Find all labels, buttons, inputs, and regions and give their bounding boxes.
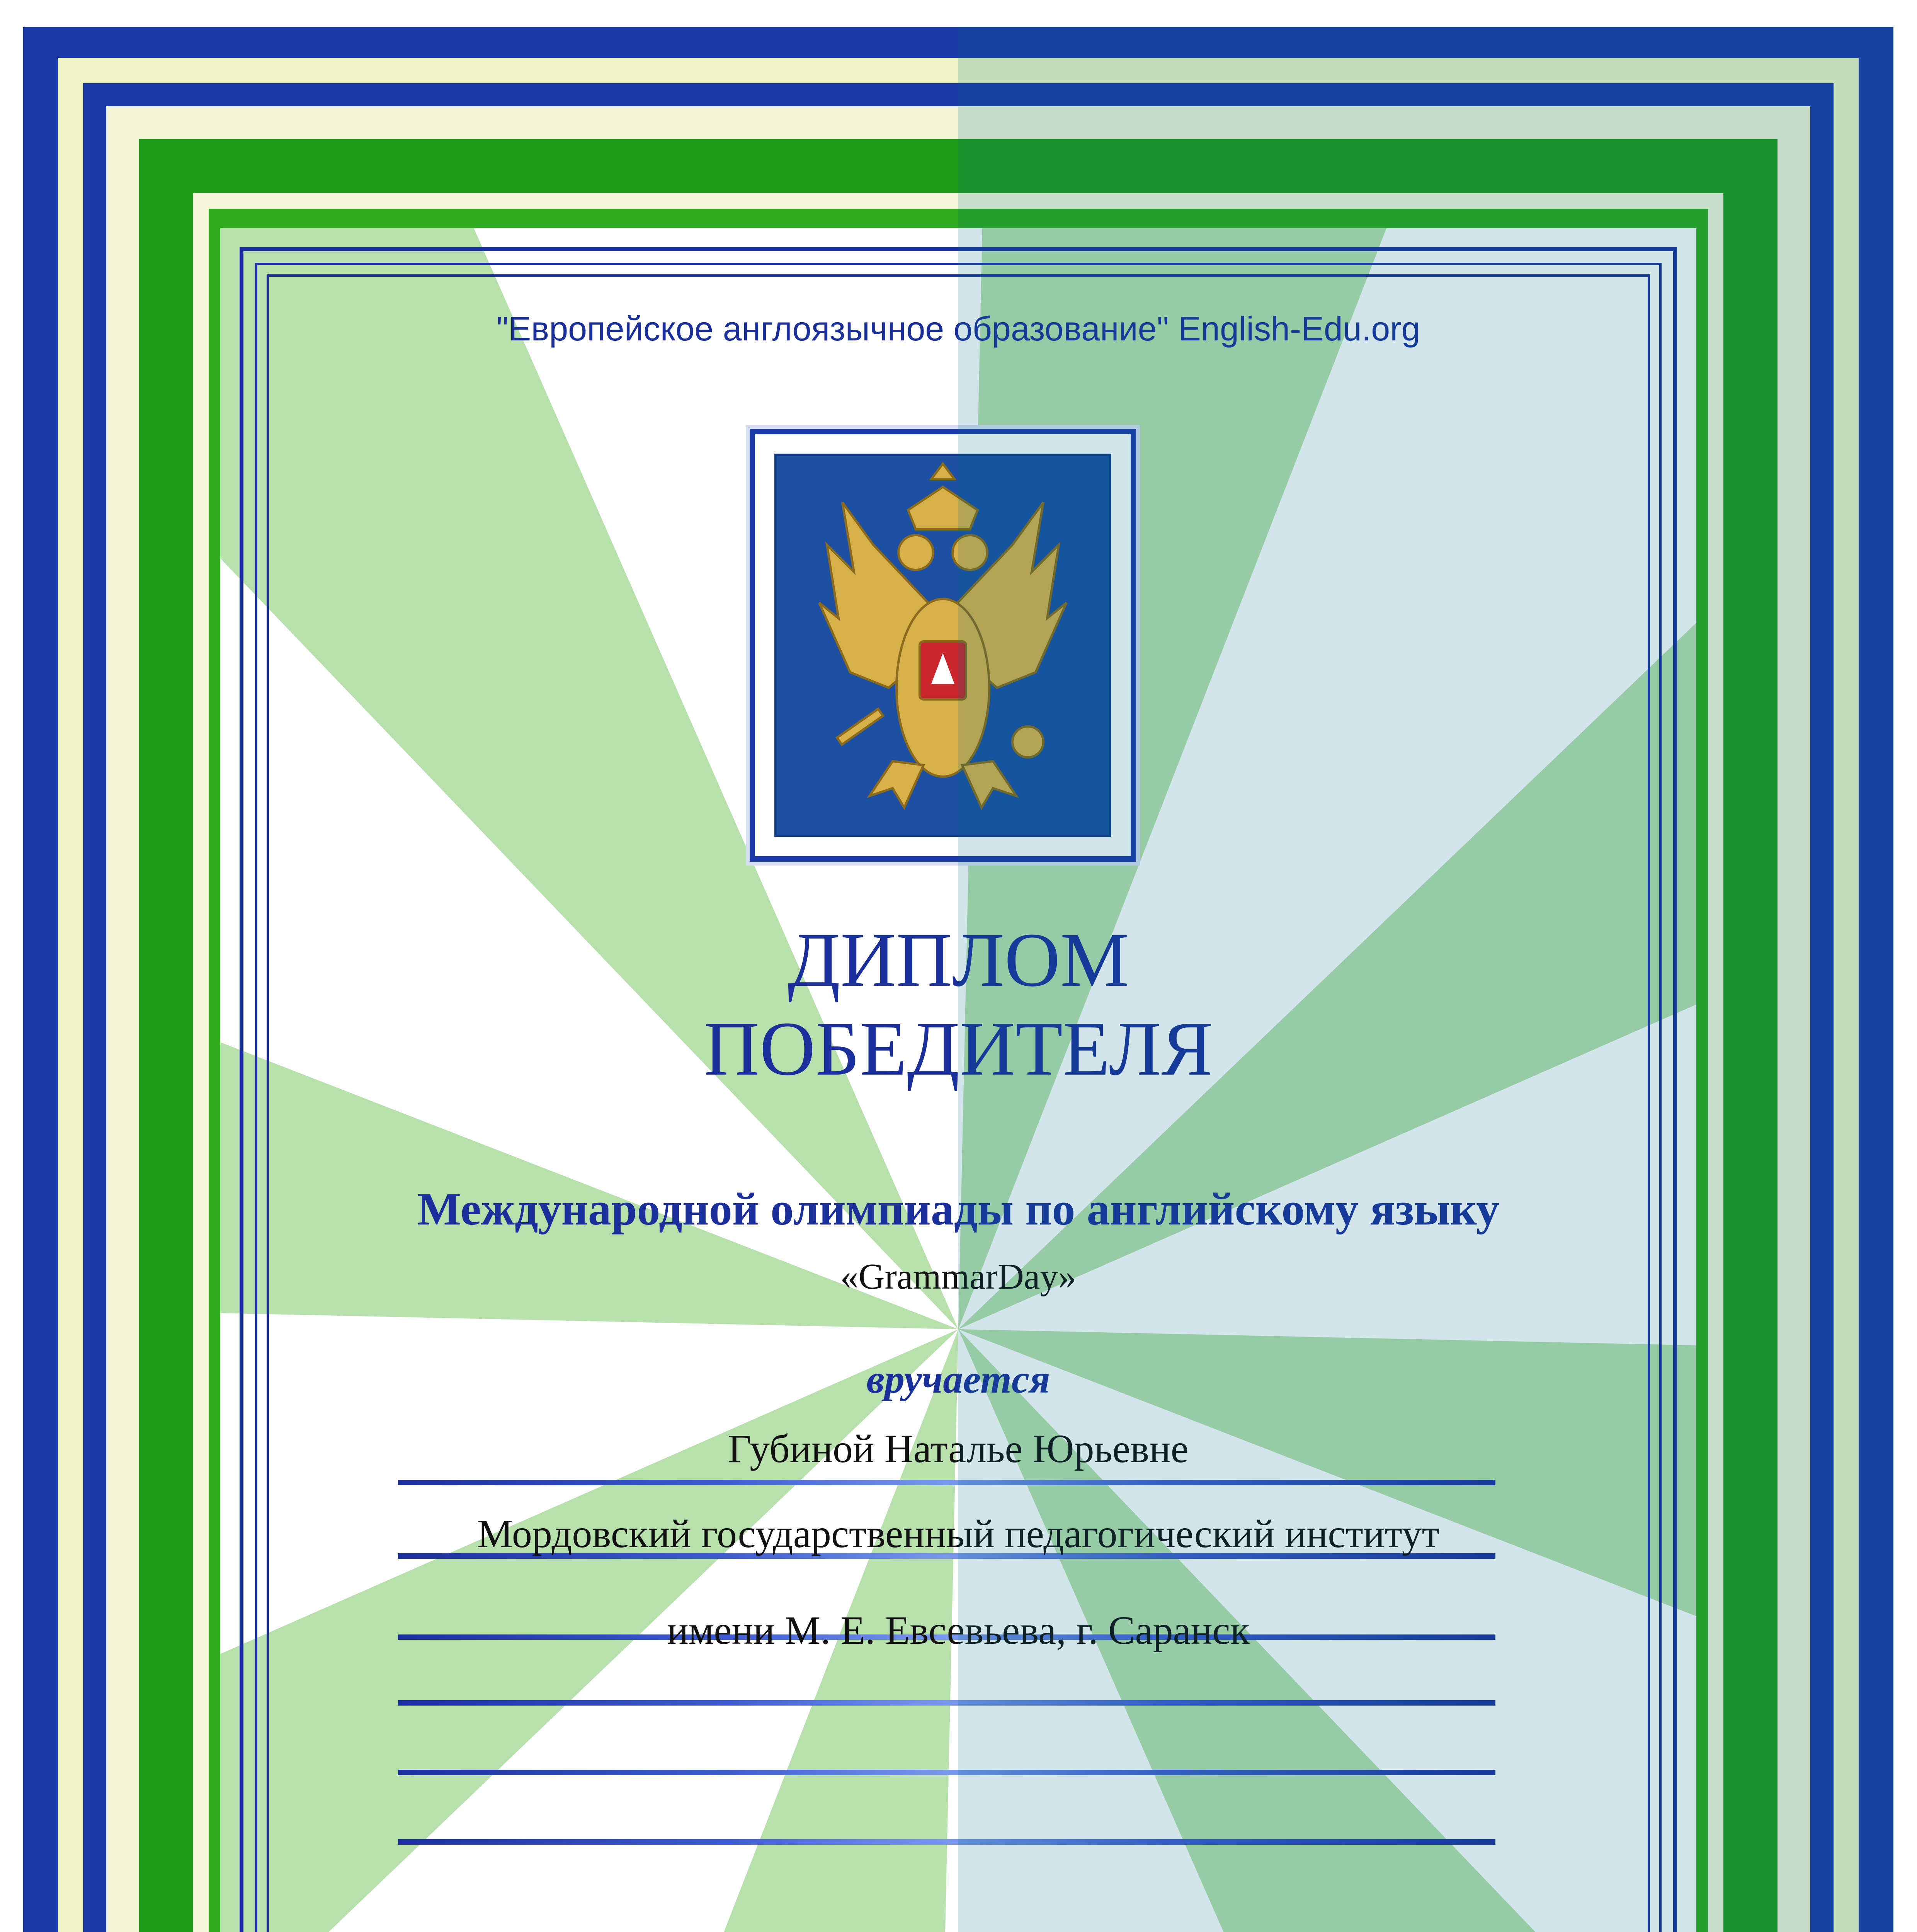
- double-headed-eagle-icon: [777, 456, 1109, 835]
- diploma-body: [220, 228, 1696, 1932]
- awarded-label: вручается: [866, 1357, 1050, 1401]
- fill-line: [398, 1480, 1495, 1485]
- emblem-panel: [774, 454, 1111, 837]
- olympiad-title: Международной олимпиады по английскому языку: [417, 1183, 1500, 1235]
- emblem-frame: [750, 429, 1136, 862]
- olympiad-name: «GrammarDay»: [840, 1257, 1077, 1297]
- diploma-title-line2: ПОБЕДИТЕЛЯ: [704, 1006, 1213, 1092]
- institution-line1: Мордовский государственный педагогический институт: [477, 1512, 1440, 1556]
- fill-line: [398, 1700, 1495, 1706]
- institution-line2: имени М. Е. Евсевьева, г. Саранск: [667, 1608, 1250, 1653]
- portal-title: "Европейское англоязычное образование" English-Edu.org: [496, 310, 1420, 348]
- recipient-name: Губиной Наталье Юрьевне: [728, 1427, 1189, 1471]
- diploma-title-line1: ДИПЛОМ: [788, 917, 1129, 1003]
- fill-line: [398, 1839, 1495, 1845]
- fill-line: [398, 1770, 1495, 1775]
